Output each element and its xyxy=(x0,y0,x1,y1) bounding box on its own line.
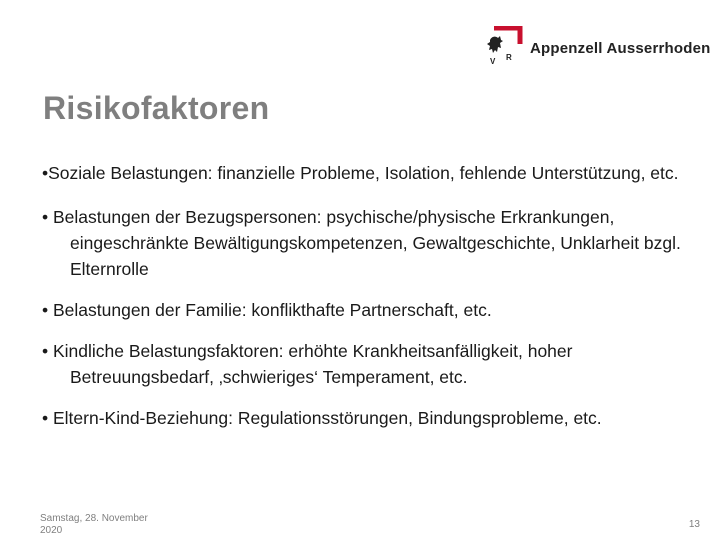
coat-of-arms-icon xyxy=(484,26,524,66)
brand-logo xyxy=(484,26,711,66)
bullet-item: • Belastungen der Bezugspersonen: psychische/physische Erkrankungen, eingeschränkte Bewältigungskompetenzen, Gewaltgeschichte, Unklarheit bzgl. Elternrolle xyxy=(42,207,681,279)
page-number: 13 xyxy=(688,519,700,530)
svg-text:V: V xyxy=(490,57,496,66)
brand-name: Appenzell Ausserrhoden xyxy=(530,39,711,57)
bullet-list xyxy=(42,160,702,446)
bullet-item: • Eltern-Kind-Beziehung: Regulationsstörungen, Bindungsprobleme, etc. xyxy=(42,408,602,428)
page-title: Risikofaktoren xyxy=(43,90,270,126)
bullet-item: • Kindliche Belastungsfaktoren: erhöhte Krankheitsanfälligkeit, hoher Betreuungsbedarf, ‚schwieriges‘ Temperament, etc. xyxy=(42,341,573,387)
footer-date: Samstag, 28. November 2020 xyxy=(40,513,148,536)
bullet-item: •Soziale Belastungen: finanzielle Probleme, Isolation, fehlende Unterstützung, etc. xyxy=(42,163,679,183)
svg-text:R: R xyxy=(506,53,512,62)
bullet-item: • Belastungen der Familie: konflikthafte Partnerschaft, etc. xyxy=(42,300,492,320)
